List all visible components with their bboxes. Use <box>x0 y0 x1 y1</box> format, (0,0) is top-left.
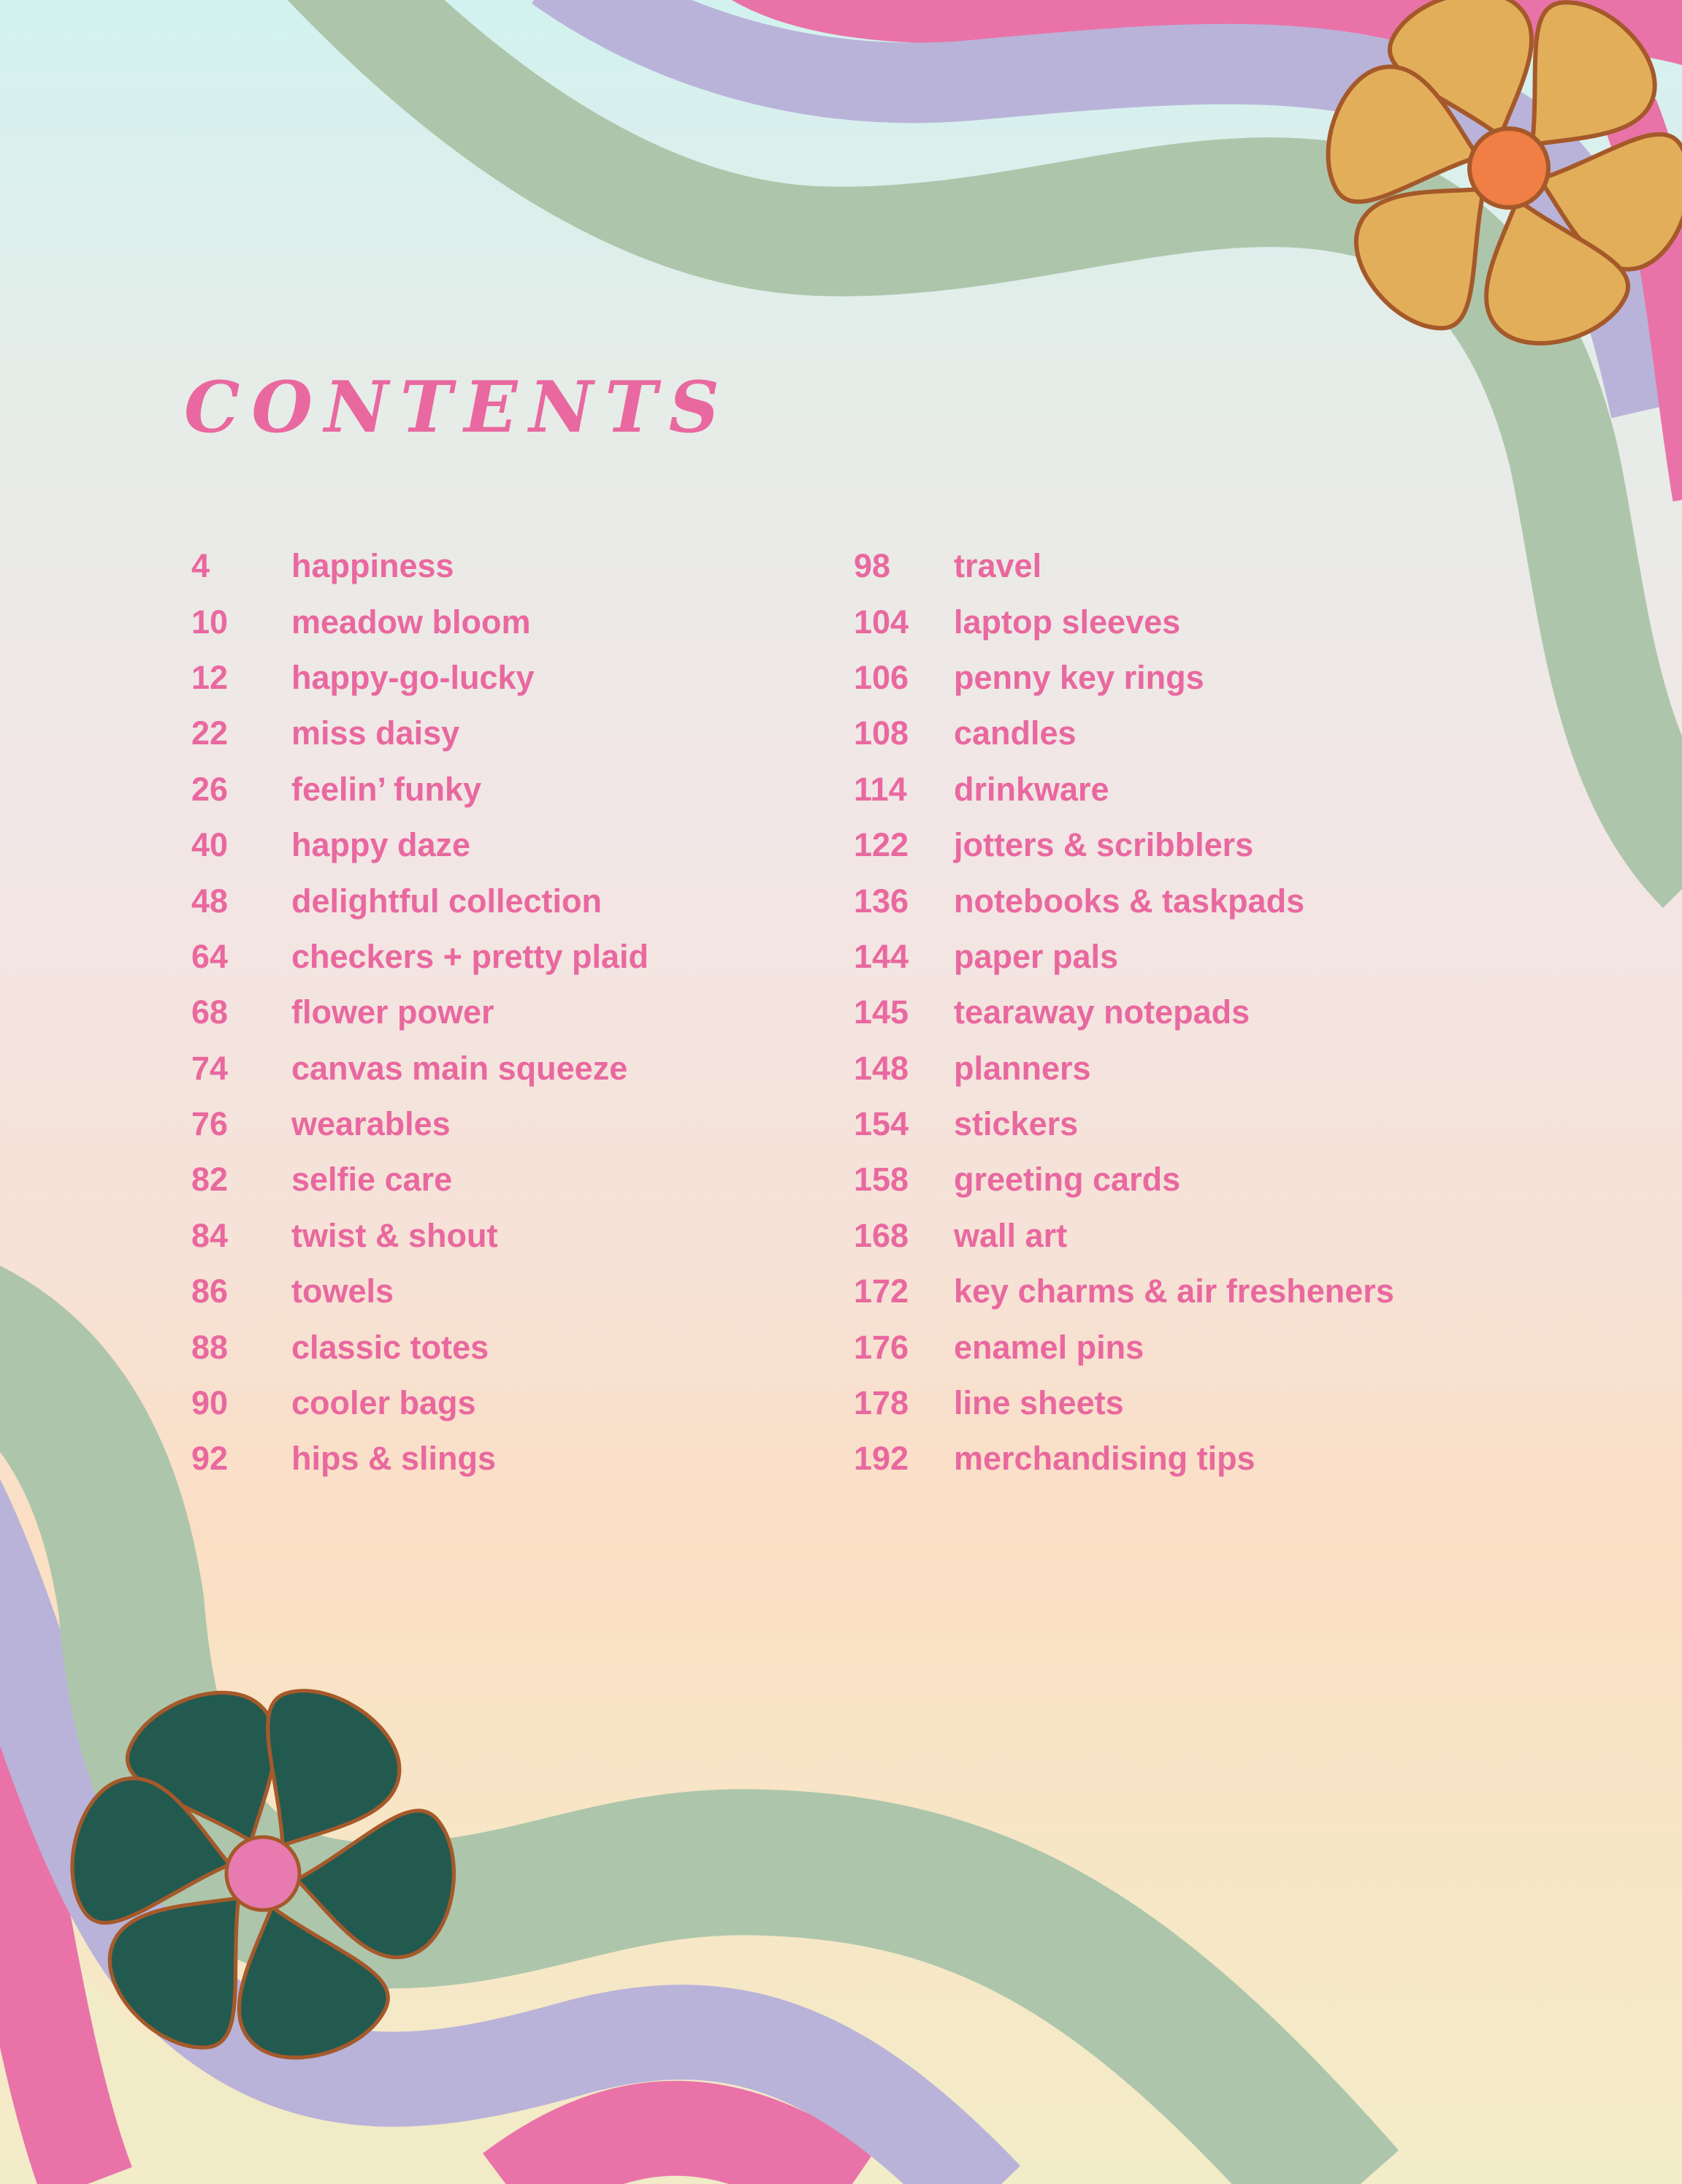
toc-entry <box>191 1264 649 1319</box>
toc-entry <box>191 817 649 873</box>
toc-section-title: line sheets <box>954 1384 1124 1422</box>
toc-page-number: 92 <box>191 1440 229 1478</box>
toc-entry <box>191 985 649 1040</box>
toc-page-number: 84 <box>191 1216 229 1254</box>
toc-entry <box>854 1041 1394 1096</box>
toc-entry <box>854 706 1394 761</box>
toc-section-title: happiness <box>291 547 454 585</box>
toc-section-title: merchandising tips <box>954 1440 1255 1478</box>
toc-page-number: 88 <box>191 1328 229 1366</box>
toc-section-title: travel <box>954 547 1042 585</box>
toc-page-number: 178 <box>854 1384 909 1422</box>
toc-page-number: 90 <box>191 1384 229 1422</box>
toc-entry <box>191 1152 649 1207</box>
toc-page-number: 136 <box>854 882 909 920</box>
toc-entry <box>191 762 649 817</box>
toc-entry <box>854 1319 1394 1375</box>
toc-section-title: towels <box>291 1272 394 1310</box>
toc-entry <box>191 873 649 928</box>
toc-entry <box>191 594 649 649</box>
toc-page-number: 168 <box>854 1216 909 1254</box>
toc-section-title: enamel pins <box>954 1328 1144 1366</box>
toc-section-title: selfie care <box>291 1161 453 1199</box>
toc-page-number: 104 <box>854 603 909 641</box>
toc-section-title: happy-go-lucky <box>291 658 535 696</box>
toc-page-number: 114 <box>854 770 907 808</box>
toc-page-number: 64 <box>191 937 229 975</box>
toc-page-number: 74 <box>191 1049 229 1087</box>
toc-entry <box>854 1375 1394 1431</box>
toc-entry <box>854 594 1394 649</box>
toc-entry <box>854 873 1394 928</box>
toc-section-title: canvas main squeeze <box>291 1049 628 1087</box>
toc-section-title: wearables <box>291 1105 451 1143</box>
toc-section-title: cooler bags <box>291 1384 476 1422</box>
toc-page-number: 22 <box>191 714 229 752</box>
toc-section-title: tearaway notepads <box>954 993 1250 1031</box>
toc-section-title: stickers <box>954 1105 1079 1143</box>
toc-page-number: 76 <box>191 1105 229 1143</box>
toc-page-number: 148 <box>854 1049 909 1087</box>
toc-entry <box>191 1375 649 1431</box>
toc-section-title: meadow bloom <box>291 603 531 641</box>
toc-entry <box>191 1041 649 1096</box>
orange-flower-center <box>1469 129 1548 207</box>
toc-section-title: laptop sleeves <box>954 603 1181 641</box>
toc-section-title: hips & slings <box>291 1440 497 1478</box>
toc-page-number: 48 <box>191 882 229 920</box>
toc-section-title: twist & shout <box>291 1216 498 1254</box>
toc-section-title: candles <box>954 714 1077 752</box>
toc-entry <box>854 985 1394 1040</box>
toc-section-title: notebooks & taskpads <box>954 882 1305 920</box>
toc-page-number: 98 <box>854 547 891 585</box>
toc-section-title: flower power <box>291 993 494 1031</box>
toc-entry <box>854 1096 1394 1152</box>
toc-section-title: greeting cards <box>954 1161 1181 1199</box>
toc-entry <box>191 706 649 761</box>
toc-section-title: miss daisy <box>291 714 460 752</box>
toc-page-number: 106 <box>854 658 909 696</box>
toc-column-left <box>191 538 649 1487</box>
toc-page-number: 26 <box>191 770 229 808</box>
toc-page-number: 108 <box>854 714 909 752</box>
toc-entry <box>854 538 1394 594</box>
toc-section-title: wall art <box>954 1216 1068 1254</box>
toc-entry <box>854 1152 1394 1207</box>
toc-page-number: 86 <box>191 1272 229 1310</box>
toc-entry <box>191 1208 649 1264</box>
toc-page-number: 68 <box>191 993 229 1031</box>
toc-column-right <box>854 538 1394 1487</box>
toc-page-number: 10 <box>191 603 229 641</box>
toc-page-number: 176 <box>854 1328 909 1366</box>
toc-page-number: 4 <box>191 547 210 585</box>
toc-entry <box>854 929 1394 985</box>
toc-section-title: planners <box>954 1049 1091 1087</box>
toc-section-title: key charms & air fresheners <box>954 1272 1394 1310</box>
green-flower-center <box>226 1837 299 1910</box>
toc-section-title: paper pals <box>954 937 1119 975</box>
toc-entry <box>854 762 1394 817</box>
toc-entry <box>854 1431 1394 1486</box>
toc-entry <box>191 1431 649 1486</box>
toc-section-title: penny key rings <box>954 658 1204 696</box>
toc-entry <box>854 1264 1394 1319</box>
toc-entry <box>191 929 649 985</box>
toc-section-title: happy daze <box>291 826 471 864</box>
toc-page-number: 192 <box>854 1440 909 1478</box>
toc-entry <box>191 1096 649 1152</box>
toc-page-number: 12 <box>191 658 229 696</box>
toc-entry <box>191 1319 649 1375</box>
toc-section-title: checkers + pretty plaid <box>291 937 649 975</box>
toc-entry <box>854 650 1394 706</box>
toc-page-number: 144 <box>854 937 909 975</box>
toc-section-title: delightful collection <box>291 882 602 920</box>
toc-page-number: 158 <box>854 1161 909 1199</box>
page-title: CONTENTS <box>184 366 731 448</box>
toc-page-number: 172 <box>854 1272 909 1310</box>
toc-section-title: feelin’ funky <box>291 770 482 808</box>
toc-section-title: classic totes <box>291 1328 489 1366</box>
toc-entry <box>854 1208 1394 1264</box>
toc-entry <box>191 538 649 594</box>
toc-section-title: drinkware <box>954 770 1109 808</box>
toc-page-number: 40 <box>191 826 229 864</box>
toc-entry <box>854 817 1394 873</box>
toc-entry <box>191 650 649 706</box>
toc-page-number: 154 <box>854 1105 909 1143</box>
toc-page-number: 145 <box>854 993 909 1031</box>
toc-page-number: 82 <box>191 1161 229 1199</box>
toc-page-number: 122 <box>854 826 909 864</box>
toc-section-title: jotters & scribblers <box>954 826 1254 864</box>
